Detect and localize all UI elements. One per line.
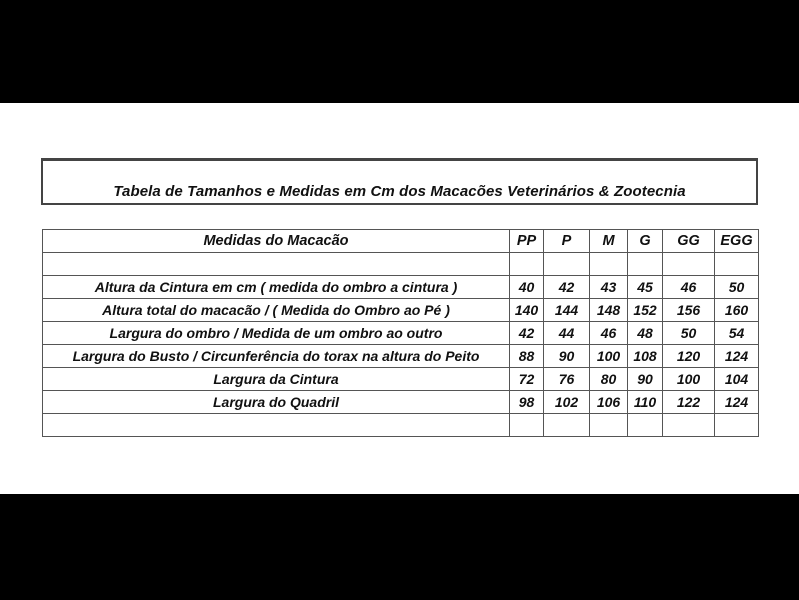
empty-cell (43, 253, 510, 276)
empty-cell (510, 253, 544, 276)
empty-cell (590, 414, 628, 437)
empty-row (43, 253, 759, 276)
header-size-p: P (544, 230, 590, 253)
empty-cell (663, 253, 715, 276)
cell-value: 44 (544, 322, 590, 345)
cell-value: 100 (663, 368, 715, 391)
row-label: Altura da Cintura em cm ( medida do ombro a cintura ) (43, 276, 510, 299)
cell-value: 42 (510, 322, 544, 345)
cell-value: 98 (510, 391, 544, 414)
empty-cell (544, 253, 590, 276)
cell-value: 54 (715, 322, 759, 345)
cell-value: 88 (510, 345, 544, 368)
table-row (43, 391, 759, 414)
cell-value: 122 (663, 391, 715, 414)
table-row (43, 276, 759, 299)
cell-value: 45 (628, 276, 663, 299)
cell-value: 42 (544, 276, 590, 299)
header-size-gg: GG (663, 230, 715, 253)
row-label: Altura total do macacão / ( Medida do Ombro ao Pé ) (43, 299, 510, 322)
header-size-pp: PP (510, 230, 544, 253)
empty-cell (43, 414, 510, 437)
header-size-egg: EGG (715, 230, 759, 253)
empty-cell (590, 253, 628, 276)
cell-value: 108 (628, 345, 663, 368)
cell-value: 120 (663, 345, 715, 368)
row-label: Largura do ombro / Medida de um ombro ao outro (43, 322, 510, 345)
empty-cell (628, 414, 663, 437)
cell-value: 106 (590, 391, 628, 414)
cell-value: 48 (628, 322, 663, 345)
empty-cell (715, 414, 759, 437)
cell-value: 160 (715, 299, 759, 322)
cell-value: 46 (663, 276, 715, 299)
table-row (43, 299, 759, 322)
cell-value: 124 (715, 345, 759, 368)
cell-value: 50 (663, 322, 715, 345)
empty-row (43, 414, 759, 437)
cell-value: 124 (715, 391, 759, 414)
cell-value: 104 (715, 368, 759, 391)
table-title: Tabela de Tamanhos e Medidas em Cm dos Macacões Veterinários & Zootecnia (113, 183, 686, 200)
row-label: Largura do Busto / Circunferência do torax na altura do Peito (43, 345, 510, 368)
cell-value: 110 (628, 391, 663, 414)
table-row (43, 322, 759, 345)
header-label: Medidas do Macacão (43, 230, 510, 253)
cell-value: 156 (663, 299, 715, 322)
header-size-m: M (590, 230, 628, 253)
cell-value: 80 (590, 368, 628, 391)
cell-value: 43 (590, 276, 628, 299)
document-page (0, 103, 799, 494)
header-size-g: G (628, 230, 663, 253)
cell-value: 144 (544, 299, 590, 322)
empty-cell (510, 414, 544, 437)
cell-value: 152 (628, 299, 663, 322)
empty-cell (663, 414, 715, 437)
table-header-row (43, 230, 759, 253)
empty-cell (628, 253, 663, 276)
cell-value: 50 (715, 276, 759, 299)
cell-value: 90 (628, 368, 663, 391)
cell-value: 140 (510, 299, 544, 322)
empty-cell (544, 414, 590, 437)
cell-value: 72 (510, 368, 544, 391)
table-row (43, 368, 759, 391)
cell-value: 90 (544, 345, 590, 368)
title-box (41, 158, 758, 205)
cell-value: 148 (590, 299, 628, 322)
empty-cell (715, 253, 759, 276)
cell-value: 102 (544, 391, 590, 414)
cell-value: 76 (544, 368, 590, 391)
cell-value: 46 (590, 322, 628, 345)
row-label: Largura da Cintura (43, 368, 510, 391)
cell-value: 100 (590, 345, 628, 368)
cell-value: 40 (510, 276, 544, 299)
row-label: Largura do Quadril (43, 391, 510, 414)
size-table (42, 229, 759, 437)
table-row (43, 345, 759, 368)
